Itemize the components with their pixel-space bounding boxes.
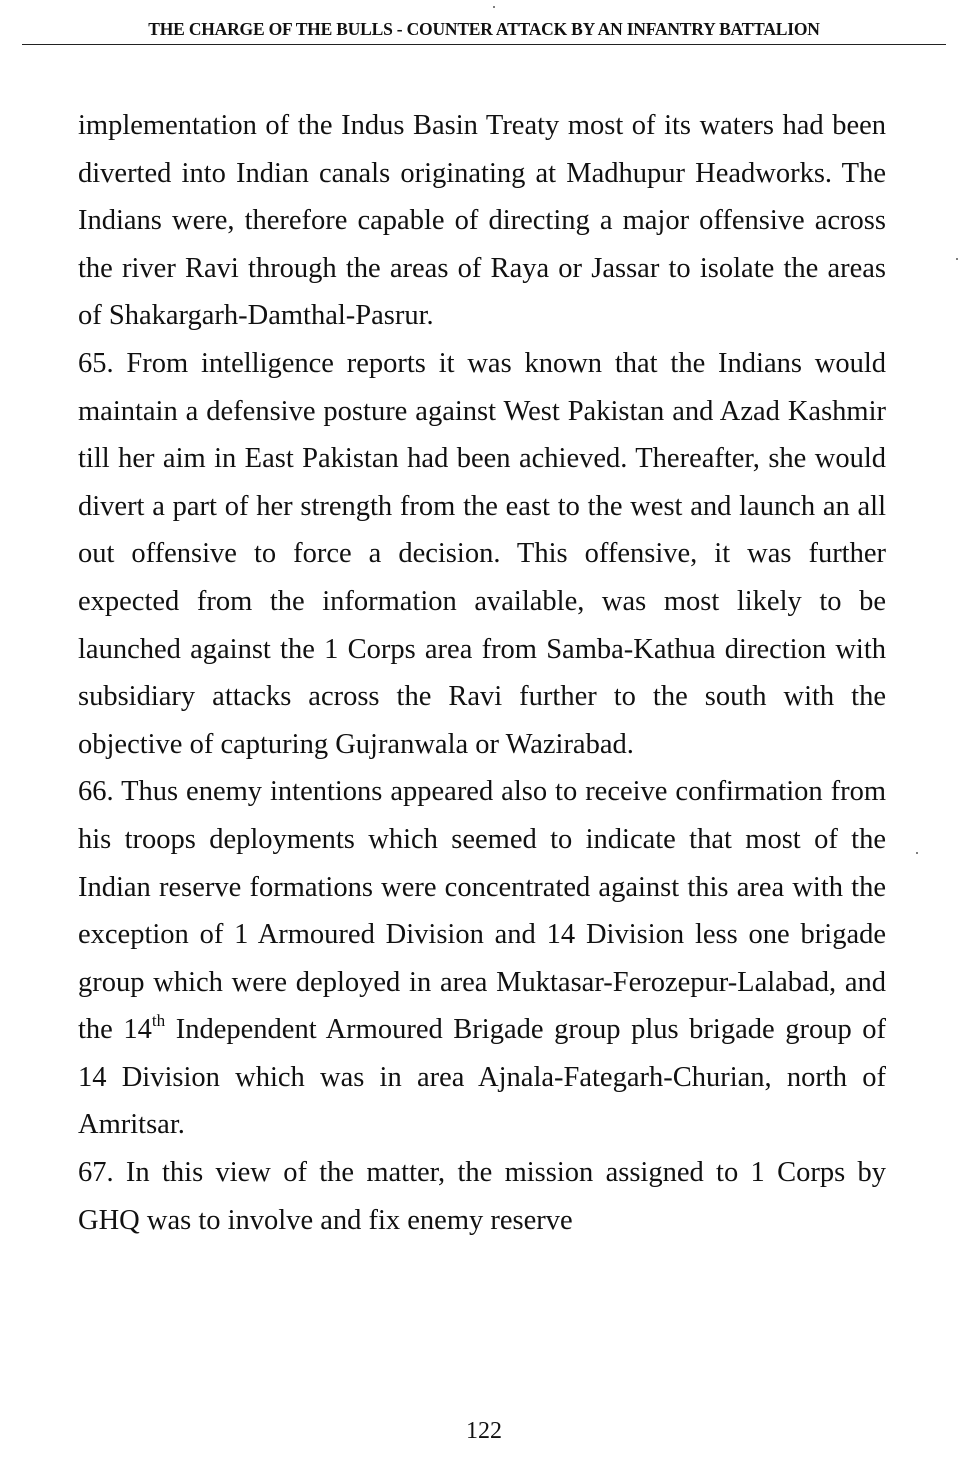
paragraph-66-text-after: Independent Armoured Brigade group plus brigade group of 14 Division which was in area Ajnala-Fategarh-Churian, north of Amritsar. xyxy=(78,1014,886,1141)
ordinal-superscript: th xyxy=(151,1011,166,1031)
paragraph-continuation: implementation of the Indus Basin Treaty most of its waters had been diverted into Indian canals originating at Madhupur Headworks. The Indians were, therefore capable of directing a major offensive across the river Ravi through the areas of Raya or Jassar to isolate the areas of Shakargarh-Damthal-Pasrur. xyxy=(78,110,886,332)
body-text xyxy=(78,102,886,1244)
paragraph-65: 65. From intelligence reports it was known that the Indians would maintain a defensive posture against West Pakistan and Azad Kashmir till her aim in East Pakistan had been achieved. Thereafter, she would divert a part of her strength from the east to the west and launch an all out offensive to force a decision. This offensive, it was further expected from the information available, was most likely to be launched against the 1 Corps area from Samba-Kathua direction with subsidiary attacks across the Ravi further to the south with the objective of capturing Gujranwala or Wazirabad. xyxy=(78,347,886,760)
paragraph-66-text-before: 66. Thus enemy intentions appeared also to receive confirmation from his troops deployments which seemed to indicate that most of the Indian reserve formations were concentrated against this area with the exception of 1 Armoured Division and 14 Division less one brigade group which were deployed in area Muktasar-Ferozepur-Lalabad, and the 14 xyxy=(78,776,886,1046)
paragraph-67: 67. In this view of the matter, the mission assigned to 1 Corps by GHQ was to involve and fix enemy reserve xyxy=(78,1157,886,1236)
scan-speck xyxy=(956,258,958,260)
scan-speck xyxy=(916,852,918,854)
paragraph-66 xyxy=(78,768,886,1149)
scan-speck xyxy=(493,6,495,8)
running-header: THE CHARGE OF THE BULLS - COUNTER ATTACK BY AN INFANTRY BATTALION xyxy=(22,14,946,45)
page-number: 122 xyxy=(466,1418,502,1444)
